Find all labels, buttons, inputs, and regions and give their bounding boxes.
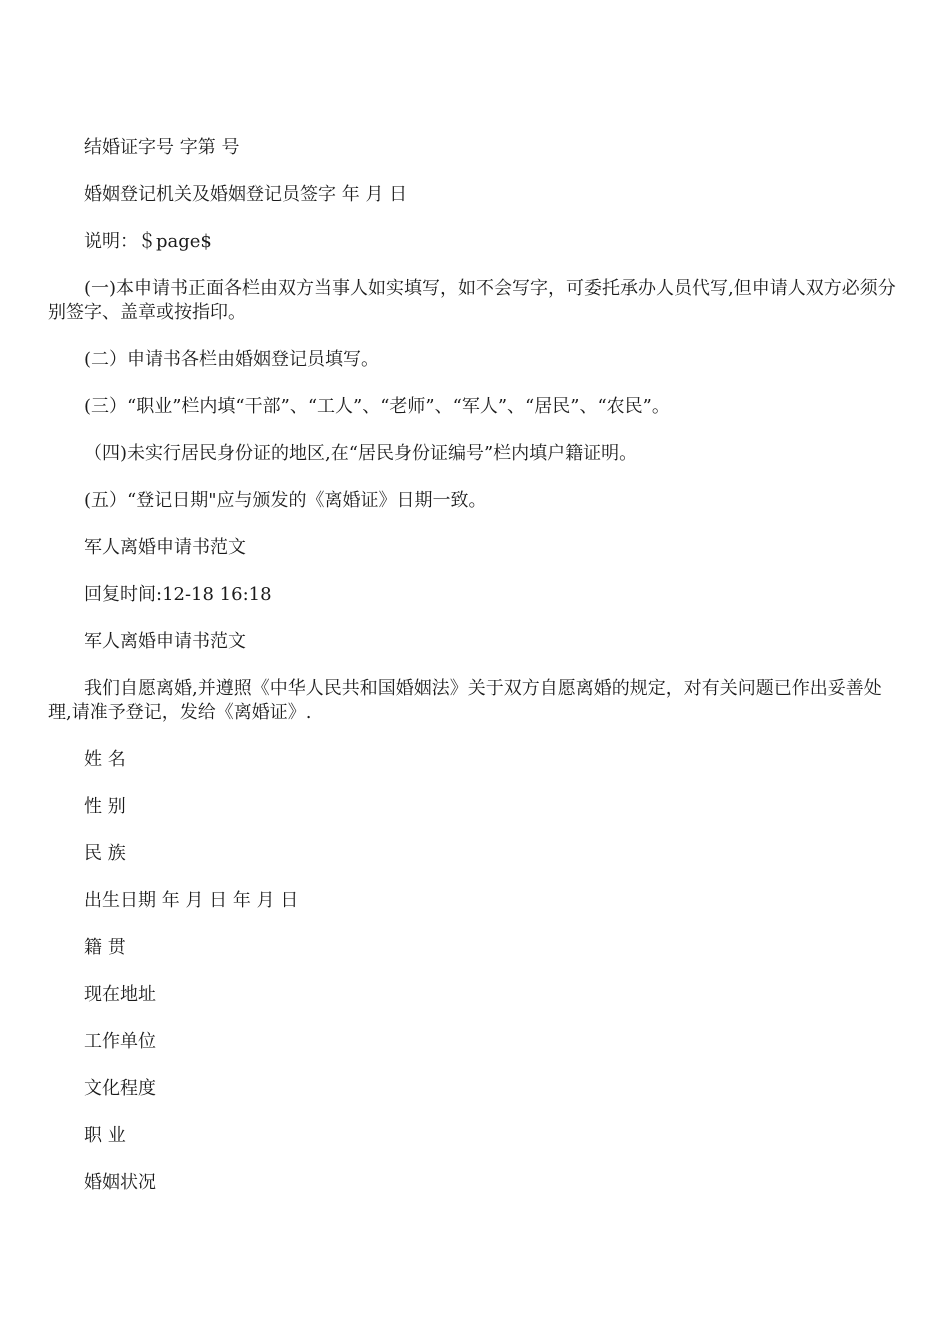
note-5: (五）“登记日期"应与颁发的《离婚证》日期一致。 <box>84 490 487 511</box>
field-gender: 性 别 <box>84 796 126 817</box>
field-current-address: 现在地址 <box>84 984 156 1005</box>
section-title: 军人离婚申请书范文 <box>84 537 246 558</box>
registrar-signature-line: 婚姻登记机关及婚姻登记员签字 年 月 日 <box>84 184 408 205</box>
reply-time: 回复时间:12-18 16:18 <box>84 584 272 605</box>
field-education: 文化程度 <box>84 1078 156 1099</box>
note-3: (三）“职业”栏内填“干部”、“工人”、“老师”、“军人”、“居民”、“农民”。 <box>84 396 670 417</box>
field-marital-status: 婚姻状况 <box>84 1172 156 1193</box>
notes-heading: 说明：＄page$ <box>84 231 212 252</box>
application-statement: 我们自愿离婚,并遵照《中华人民共和国婚姻法》关于双方自愿离婚的规定，对有关问题已作出妥善处理,请准予登记，发给《离婚证》. <box>48 678 882 723</box>
field-work-unit: 工作单位 <box>84 1031 156 1052</box>
note-1: (一)本申请书正面各栏由双方当事人如实填写，如不会写字，可委托承办人员代写,但申请人双方必须分别签字、盖章或按指印。 <box>48 278 896 323</box>
field-birth-date: 出生日期 年 月 日 年 月 日 <box>84 890 299 911</box>
field-name: 姓 名 <box>84 749 126 770</box>
field-ethnicity: 民 族 <box>84 843 126 864</box>
section-title-repeat: 军人离婚申请书范文 <box>84 631 246 652</box>
document-body <box>48 136 898 1218</box>
marriage-cert-number-line: 结婚证字号 字第 号 <box>84 137 240 158</box>
note-2: (二）申请书各栏由婚姻登记员填写。 <box>84 349 380 370</box>
field-native-place: 籍 贯 <box>84 937 126 958</box>
field-occupation: 职 业 <box>84 1125 126 1146</box>
note-4: （四)未实行居民身份证的地区,在“居民身份证编号”栏内填户籍证明。 <box>84 443 638 464</box>
